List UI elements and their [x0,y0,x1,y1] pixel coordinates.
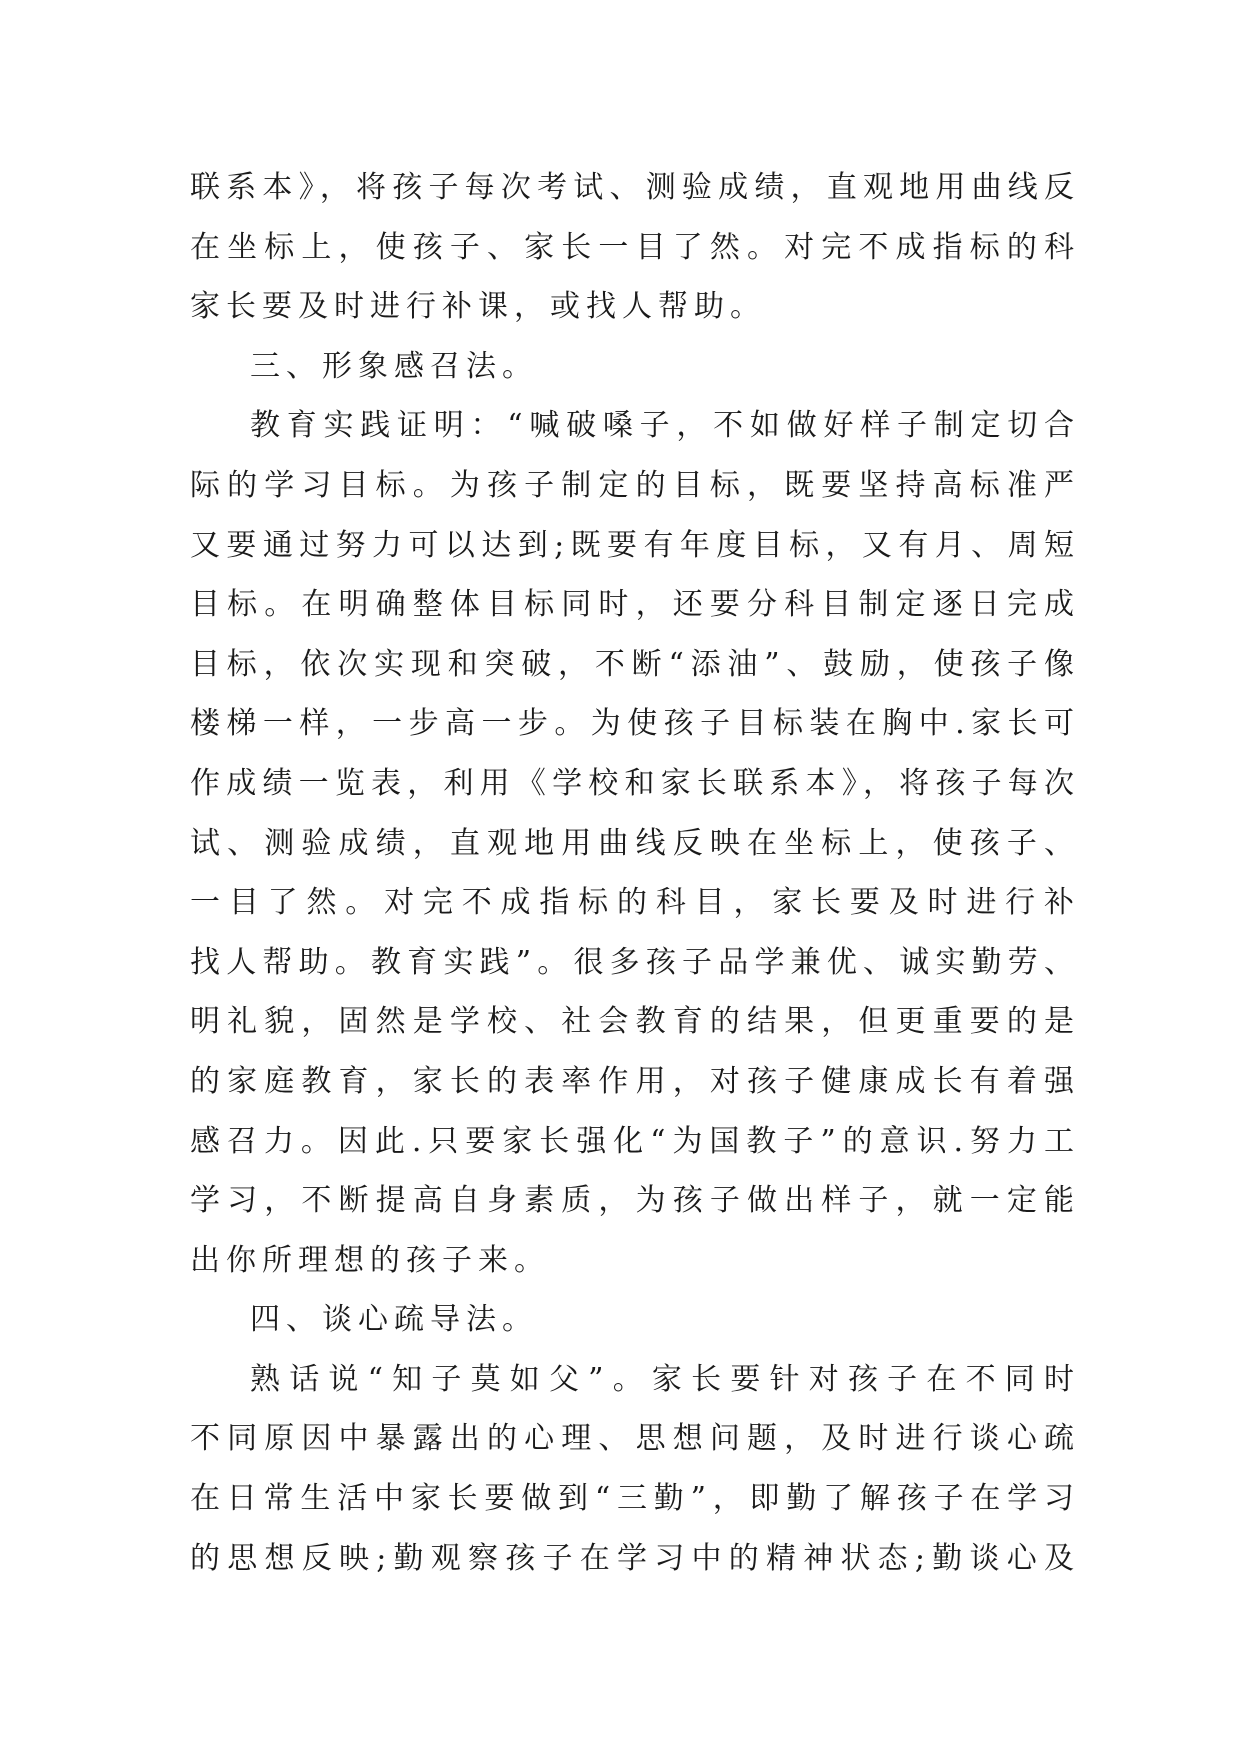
text-line: 在坐标上，使孩子、家长一目了然。对完不成指标的科 [190,229,1080,265]
text-line: 联系本》，将孩子每次考试、测验成绩，直观地用曲线反 [190,170,1080,205]
text-line: 熟话说“知子莫如父”。家长要针对孩子在不同时 [250,1361,1080,1397]
text-line: 的思想反映;勤观察孩子在学习中的精神状态;勤谈心及 [190,1540,1080,1576]
paragraph [190,1350,1080,1588]
text-line: 目标，依次实现和突破，不断“添油”、鼓励，使孩子像 [190,646,1080,682]
paragraph-continuation [190,158,1080,337]
heading-line: 三、形象感召法。 [250,348,538,384]
paragraph [190,396,1080,1290]
text-line: 一目了然。对完不成指标的科目，家长要及时进行补 [190,885,1080,921]
heading-line: 四、谈心疏导法。 [250,1302,538,1338]
text-line: 又要通过努力可以达到;既要有年度目标，又有月、周短 [190,527,1080,563]
text-line: 的家庭教育，家长的表率作用，对孩子健康成长有着强 [190,1063,1080,1099]
text-line: 楼梯一样，一步高一步。为使孩子目标装在胸中.家长可 [190,706,1080,742]
text-line: 试、测验成绩，直观地用曲线反映在坐标上，使孩子、 [190,825,1080,861]
text-line: 际的学习目标。为孩子制定的目标，既要坚持高标准严 [190,467,1080,503]
text-line: 教育实践证明：“喊破嗓子，不如做好样子制定切合 [250,408,1080,444]
section-heading [190,1290,1080,1350]
text-line: 家长要及时进行补课，或找人帮助。 [190,289,766,325]
text-line: 学习，不断提高自身素质，为孩子做出样子，就一定能 [190,1183,1080,1219]
document-body [190,158,1080,1588]
section-heading [190,337,1080,397]
text-line: 感召力。因此.只要家长强化“为国教子”的意识.努力工 [190,1123,1080,1159]
text-line: 不同原因中暴露出的心理、思想问题，及时进行谈心疏 [190,1421,1080,1457]
text-line: 明礼貌，固然是学校、社会教育的结果，但更重要的是 [190,1004,1080,1040]
text-line: 出你所理想的孩子来。 [190,1242,550,1278]
text-line: 在日常生活中家长要做到“三勤”，即勤了解孩子在学习 [190,1481,1080,1517]
text-line: 找人帮助。教育实践”。很多孩子品学兼优、诚实勤劳、 [190,944,1080,980]
text-line: 目标。在明确整体目标同时，还要分科目制定逐日完成 [190,587,1080,623]
text-line: 作成绩一览表，利用《学校和家长联系本》，将孩子每次 [190,765,1080,801]
